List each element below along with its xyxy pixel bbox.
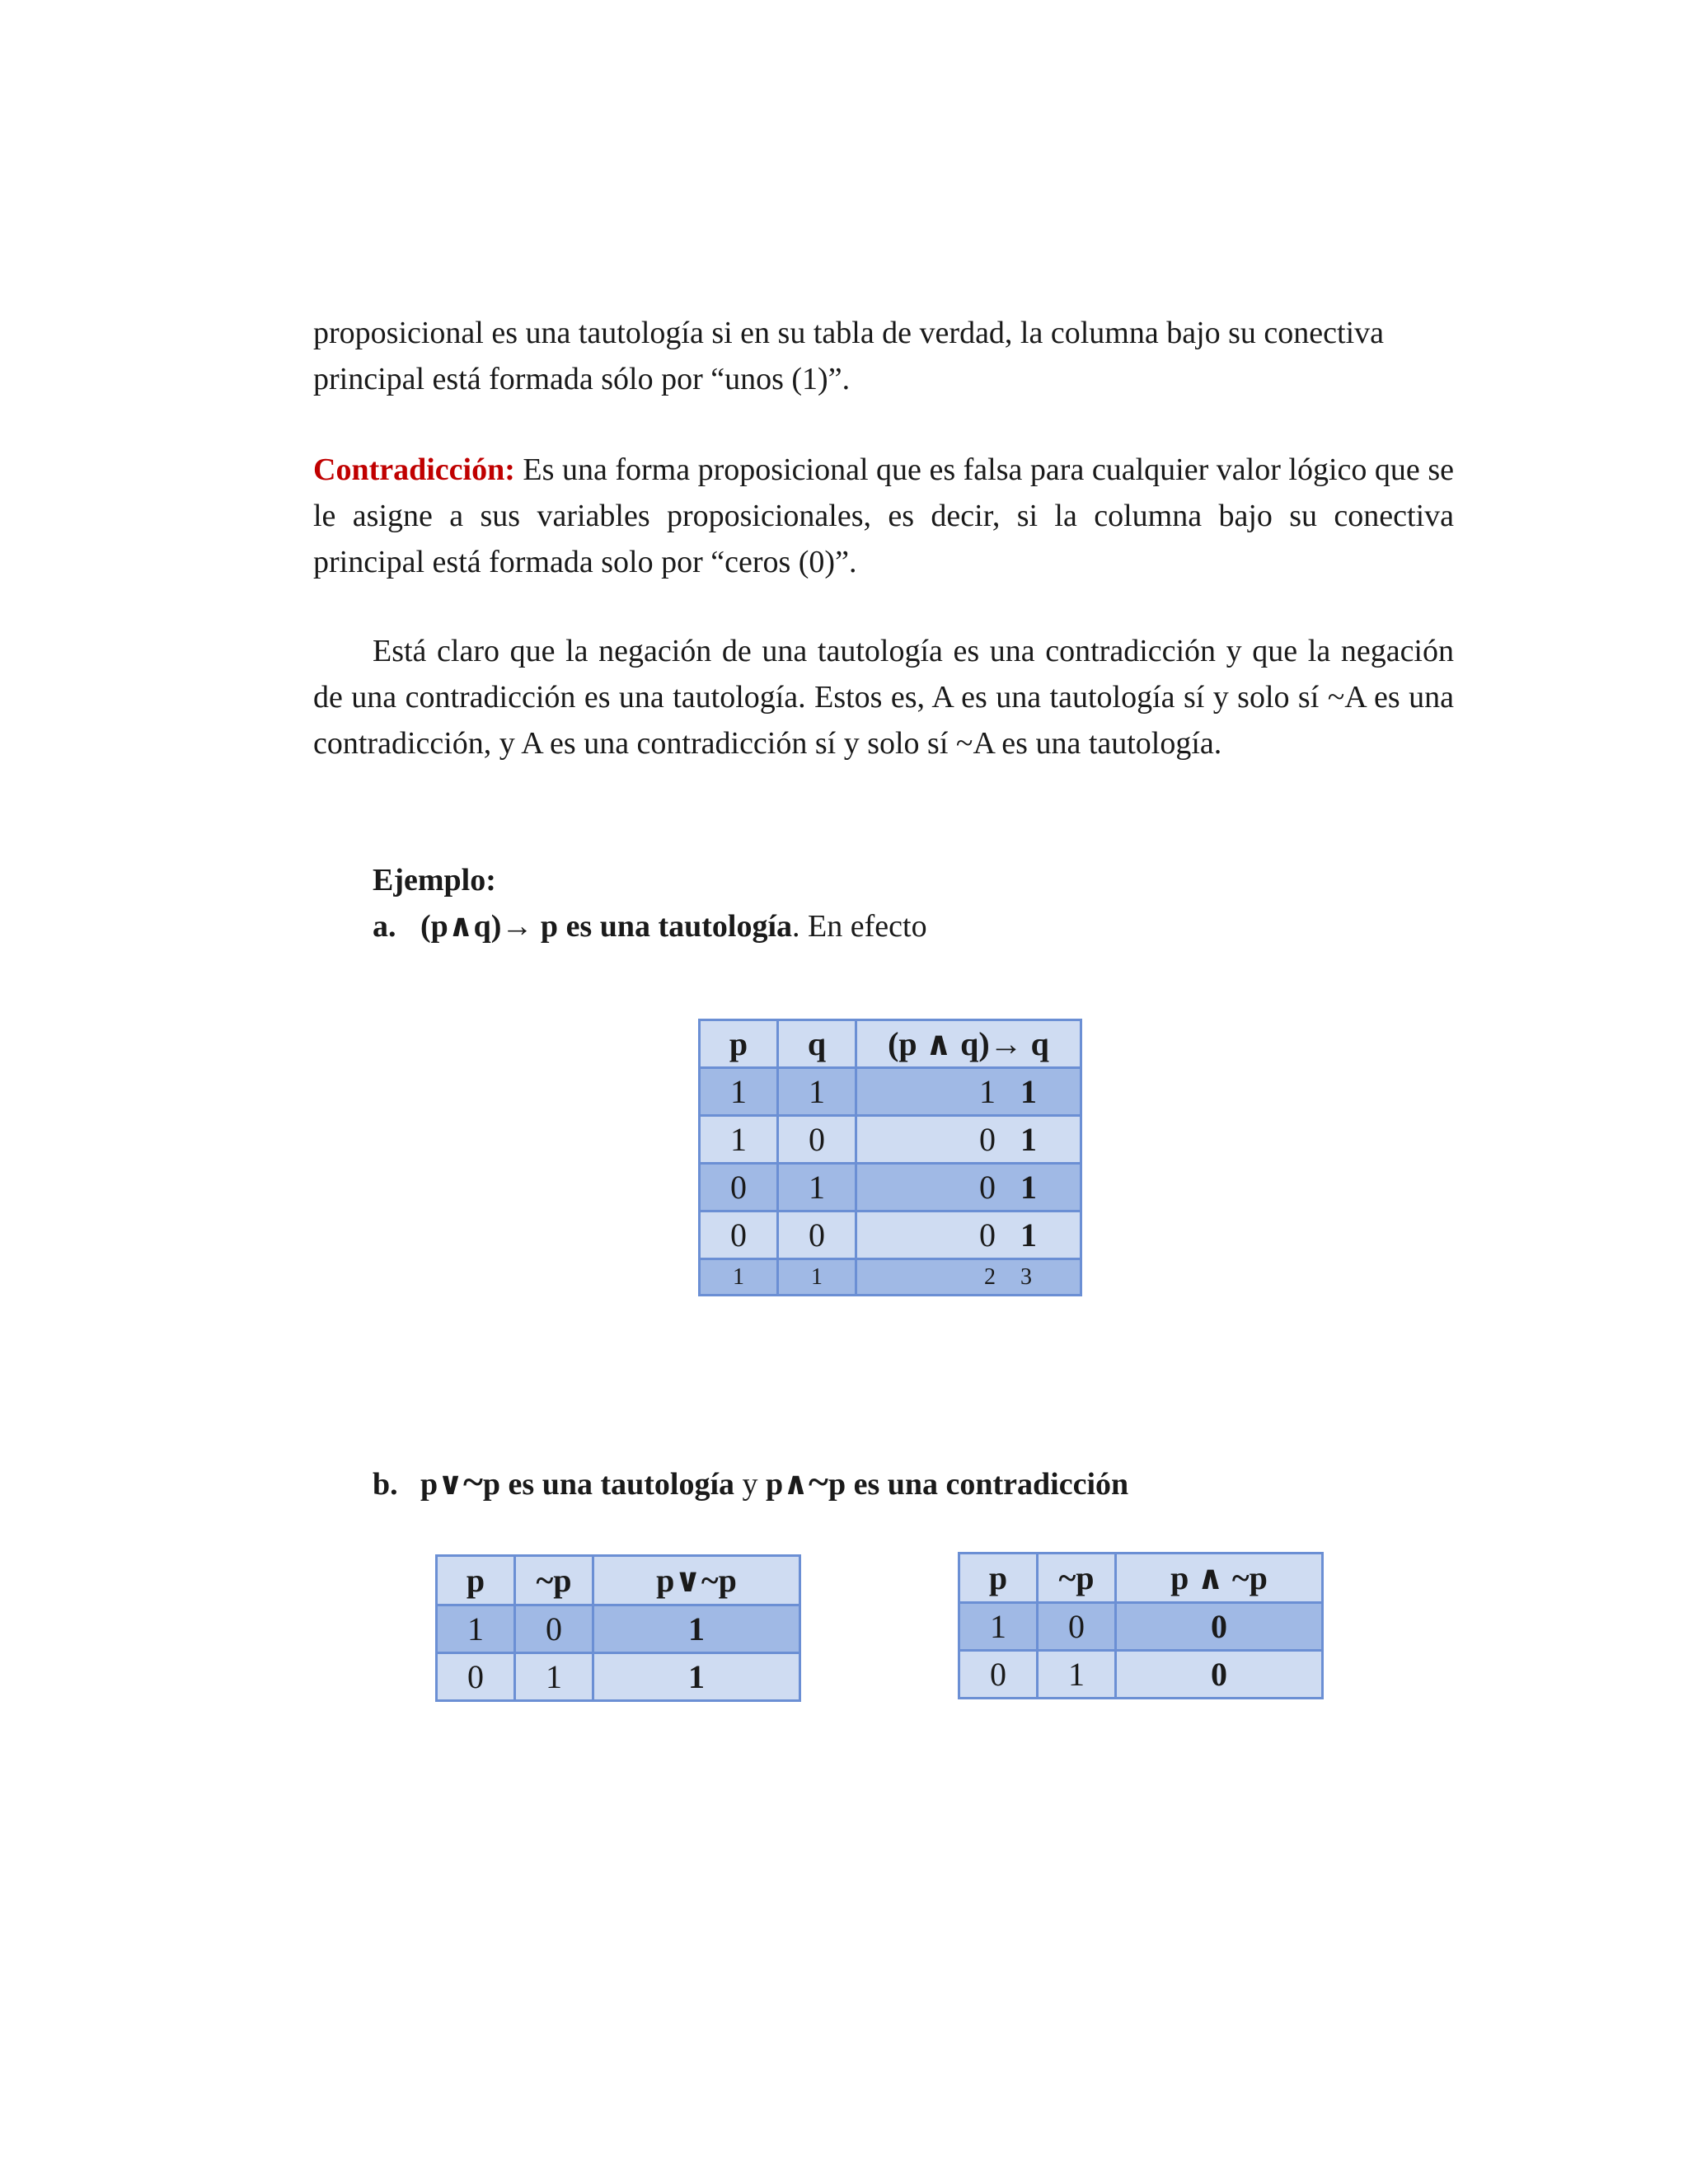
- example-a-heading: [373, 903, 927, 949]
- truth-table-a: [698, 1019, 1082, 1296]
- contradiccion-paragraph: [313, 447, 1454, 585]
- table-cell: 1: [778, 1068, 856, 1116]
- table-cell: 1: [1038, 1651, 1116, 1699]
- example-b-p-and: p∧: [766, 1467, 809, 1502]
- table-cell-result: 1: [1002, 1212, 1081, 1259]
- table-footer-cell: 1: [700, 1259, 778, 1296]
- table-b2-header-p: p: [959, 1554, 1038, 1603]
- table-b1-header-not-p: ~p: [515, 1556, 593, 1605]
- table-cell: 0: [959, 1651, 1038, 1699]
- example-a-bold: (p∧q)→ p es una tautología: [420, 909, 793, 944]
- table-cell: 0: [1038, 1603, 1116, 1651]
- contradiccion-text: Es una forma proposicional que es falsa para cualquier valor lógico que se le asigne a sus variables proposicionales, es decir, si la columna bajo su conectiva principal está formada solo por “ceros (0)”.: [313, 452, 1454, 579]
- example-b-contradiccion: p es una contradicción: [828, 1467, 1129, 1502]
- table-row: [959, 1651, 1323, 1699]
- table-cell-result: 0: [1116, 1651, 1323, 1699]
- table-row: [437, 1653, 800, 1701]
- intro-line-2: principal está formada sólo por “unos (1)”.: [313, 362, 851, 396]
- table-cell-result: 0: [1116, 1603, 1323, 1651]
- negacion-text: Está claro que la negación de una tautología es una contradicción y que la negación de una contradicción es una tautología. Estos es, A es una tautología sí y solo sí ~A es una contradicción, y A es una contradicción sí y solo sí ~A es una tautología.: [313, 634, 1454, 761]
- table-b2-header-expr: p ∧ ~p: [1116, 1554, 1323, 1603]
- contradiccion-term: Contradicción:: [313, 452, 515, 487]
- ejemplo-heading: Ejemplo:: [373, 863, 496, 898]
- table-a-header-expr: (p ∧ q)→ q: [856, 1020, 1081, 1068]
- table-cell: 1: [959, 1603, 1038, 1651]
- table-cell: 1: [700, 1116, 778, 1164]
- example-b-tautologia: p es una tautología: [482, 1467, 735, 1502]
- table-cell: 0: [700, 1164, 778, 1212]
- table-cell: 0: [856, 1164, 1003, 1212]
- table-cell: 0: [778, 1212, 856, 1259]
- example-a-rest: . En efecto: [792, 909, 927, 944]
- example-b-p-or: p∨: [420, 1467, 463, 1502]
- table-cell-result: 1: [1002, 1116, 1081, 1164]
- table-cell: 1: [778, 1164, 856, 1212]
- table-b1-header-expr: p∨~p: [593, 1556, 800, 1605]
- intro-line-1: proposicional es una tautología si en su tabla de verdad, la columna bajo su conectiva: [313, 316, 1384, 350]
- table-cell: 0: [856, 1116, 1003, 1164]
- table-b1-header-row: [437, 1556, 800, 1605]
- example-b-tilde-1: ~: [463, 1460, 483, 1502]
- table-cell: 0: [856, 1212, 1003, 1259]
- table-b2-header-not-p: ~p: [1038, 1554, 1116, 1603]
- table-cell: 0: [515, 1605, 593, 1653]
- table-cell: 1: [437, 1605, 515, 1653]
- example-b-label: b.: [373, 1467, 398, 1502]
- tautologia-definition-paragraph: [313, 310, 1454, 402]
- table-cell: 1: [515, 1653, 593, 1701]
- truth-table-b-tautologia: [435, 1554, 801, 1702]
- table-cell-result: 1: [1002, 1068, 1081, 1116]
- example-b-heading: [373, 1459, 1128, 1507]
- negacion-paragraph: [313, 628, 1454, 766]
- table-row: [700, 1212, 1081, 1259]
- table-a-header-q: q: [778, 1020, 856, 1068]
- table-cell-result: 1: [593, 1605, 800, 1653]
- truth-table-b-contradiccion: [958, 1552, 1324, 1699]
- table-row: [959, 1603, 1323, 1651]
- table-b2-header-row: [959, 1554, 1323, 1603]
- table-cell: 0: [700, 1212, 778, 1259]
- table-footer-cell: 1: [778, 1259, 856, 1296]
- table-cell-result: 1: [593, 1653, 800, 1701]
- table-footer-cell: 3: [1002, 1259, 1081, 1296]
- example-b-tilde-2: ~: [809, 1460, 828, 1502]
- table-footer-cell: 2: [856, 1259, 1003, 1296]
- table-cell: 0: [778, 1116, 856, 1164]
- table-cell-result: 1: [1002, 1164, 1081, 1212]
- table-b1-header-p: p: [437, 1556, 515, 1605]
- table-row: [700, 1068, 1081, 1116]
- table-row: [700, 1116, 1081, 1164]
- example-a-label: a.: [373, 909, 396, 944]
- table-a-footer-row: [700, 1259, 1081, 1296]
- table-row: [437, 1605, 800, 1653]
- table-a-header-p: p: [700, 1020, 778, 1068]
- table-cell: 1: [856, 1068, 1003, 1116]
- table-cell: 0: [437, 1653, 515, 1701]
- table-cell: 1: [700, 1068, 778, 1116]
- example-b-y: y: [734, 1467, 767, 1502]
- table-a-header-row: [700, 1020, 1081, 1068]
- table-row: [700, 1164, 1081, 1212]
